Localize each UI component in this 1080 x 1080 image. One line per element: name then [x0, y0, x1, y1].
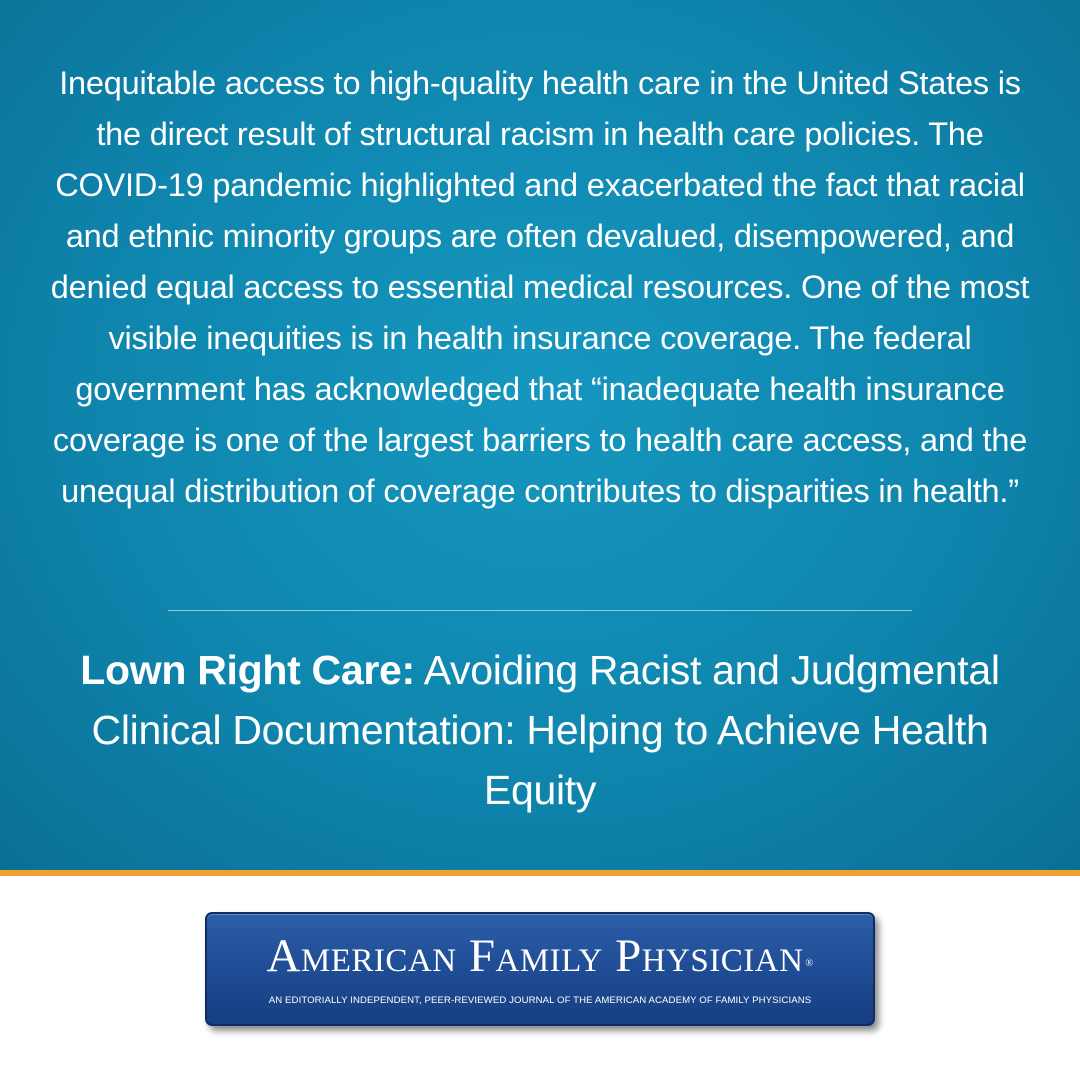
logo-name-text: American Family Physician: [266, 930, 804, 982]
registered-mark: ®: [805, 958, 814, 969]
article-title: Avoiding Racist and Judgmental Clinical Documentation: Helping to Achieve Health Equity: [91, 647, 1000, 813]
divider-line: [168, 610, 912, 611]
logo-tagline: AN EDITORIALLY INDEPENDENT, PEER-REVIEWED JOURNAL OF THE AMERICAN ACADEMY OF FAMILY PHYSICIANS: [268, 995, 812, 1006]
logo-wordmark: [207, 928, 873, 984]
afp-logo: [205, 912, 875, 1026]
quote-text: Inequitable access to high-quality health care in the United States is the direct result of structural racism in health care policies. The COVID-19 pandemic highlighted and exacerbated the fact that racial and ethnic minority groups are often devalued, disempowered, and denied equal access to essential medical resources. One of the most visible inequities is in health insurance coverage. The federal government has acknowledged that “inadequate health insurance coverage is one of the largest barriers to health care access, and the unequal distribution of coverage contributes to disparities in health.”: [50, 65, 1030, 509]
article-title-block: [80, 640, 1000, 820]
orange-accent-rule: [0, 870, 1080, 876]
series-label: Lown Right Care:: [80, 647, 415, 693]
